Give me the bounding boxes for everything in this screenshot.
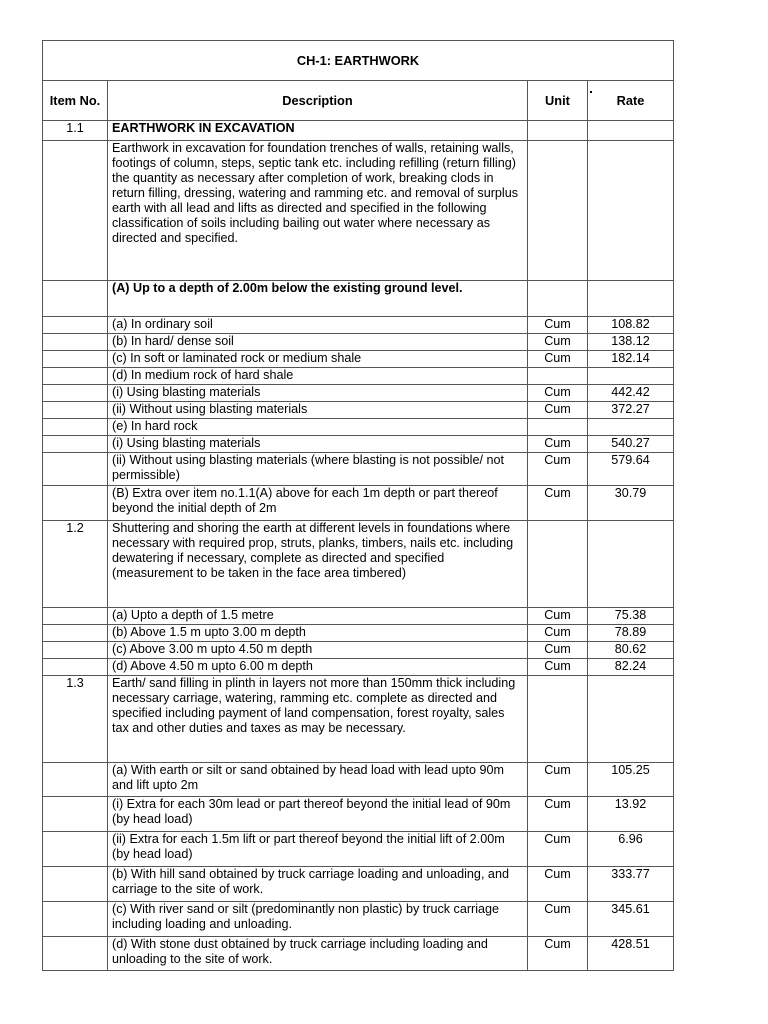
rate-cell: 138.12	[588, 334, 674, 351]
item-no-cell	[43, 334, 108, 351]
unit-cell: Cum	[528, 937, 588, 971]
rate-cell	[588, 141, 674, 281]
rate-cell: 30.79	[588, 486, 674, 521]
description-cell: EARTHWORK IN EXCAVATION	[108, 121, 528, 141]
item-no-cell	[43, 385, 108, 402]
description-cell: Earthwork in excavation for foundation trenches of walls, retaining walls, footings of column, steps, septic tank etc. including refilling (return filling) the quantity as necessary after completion of work, breaking clods in return filling, dressing, watering and ramming etc. and removal of surplus earth with all lead and lifts as directed and specified in the following classification of soils including bailing out water where necessary as directed and specified.	[108, 141, 528, 281]
rate-cell: 372.27	[588, 402, 674, 419]
unit-cell	[528, 521, 588, 608]
header-row	[43, 81, 674, 121]
description-cell: (a) Upto a depth of 1.5 metre	[108, 608, 528, 625]
item-no-cell	[43, 436, 108, 453]
item-no-cell: 1.2	[43, 521, 108, 608]
description-cell: (b) With hill sand obtained by truck carriage loading and unloading, and carriage to the site of work.	[108, 867, 528, 902]
table-row	[43, 281, 674, 317]
description-cell: (ii) Without using blasting materials (where blasting is not possible/ not permissible)	[108, 453, 528, 486]
unit-cell: Cum	[528, 453, 588, 486]
table-row	[43, 608, 674, 625]
unit-cell: Cum	[528, 608, 588, 625]
rate-cell: 428.51	[588, 937, 674, 971]
description-cell: (i) Extra for each 30m lead or part thereof beyond the initial lead of 90m (by head load)	[108, 797, 528, 832]
unit-cell	[528, 121, 588, 141]
description-cell: (ii) Without using blasting materials	[108, 402, 528, 419]
item-no-cell	[43, 281, 108, 317]
rate-cell	[588, 521, 674, 608]
table-row	[43, 763, 674, 797]
unit-cell: Cum	[528, 902, 588, 937]
description-cell: (i) Using blasting materials	[108, 436, 528, 453]
item-no-cell	[43, 351, 108, 368]
description-cell: (c) With river sand or silt (predominantly non plastic) by truck carriage including loading and unloading.	[108, 902, 528, 937]
description-cell: Earth/ sand filling in plinth in layers not more than 150mm thick including necessary carriage, watering, ramming etc. complete as directed and specified including payment of land compensation, forest royalty, sales tax and other duties and taxes as may be necessary.	[108, 676, 528, 763]
unit-cell: Cum	[528, 334, 588, 351]
table-row	[43, 937, 674, 971]
unit-cell	[528, 676, 588, 763]
unit-cell: Cum	[528, 486, 588, 521]
description-cell: (b) Above 1.5 m upto 3.00 m depth	[108, 625, 528, 642]
title-row	[43, 41, 674, 81]
unit-cell: Cum	[528, 797, 588, 832]
description-cell: (d) In medium rock of hard shale	[108, 368, 528, 385]
item-no-cell	[43, 832, 108, 867]
table-row	[43, 141, 674, 281]
table-row	[43, 797, 674, 832]
rate-cell: 108.82	[588, 317, 674, 334]
item-no-cell	[43, 659, 108, 676]
unit-cell: Cum	[528, 436, 588, 453]
unit-cell: Cum	[528, 642, 588, 659]
header-description: Description	[108, 81, 528, 121]
description-cell: (e) In hard rock	[108, 419, 528, 436]
rate-cell	[588, 281, 674, 317]
rate-cell	[588, 368, 674, 385]
description-cell: (A) Up to a depth of 2.00m below the existing ground level.	[108, 281, 528, 317]
item-no-cell	[43, 867, 108, 902]
chapter-title: CH-1: EARTHWORK	[43, 41, 674, 81]
table-row	[43, 351, 674, 368]
unit-cell: Cum	[528, 351, 588, 368]
rate-cell: 345.61	[588, 902, 674, 937]
item-no-cell	[43, 317, 108, 334]
unit-cell: Cum	[528, 317, 588, 334]
item-no-cell	[43, 902, 108, 937]
unit-cell: Cum	[528, 763, 588, 797]
item-no-cell	[43, 608, 108, 625]
rate-cell: 6.96	[588, 832, 674, 867]
rate-cell: 442.42	[588, 385, 674, 402]
description-cell: (d) With stone dust obtained by truck carriage including loading and unloading to the site of work.	[108, 937, 528, 971]
rate-cell	[588, 121, 674, 141]
table-row	[43, 385, 674, 402]
description-cell: (c) In soft or laminated rock or medium shale	[108, 351, 528, 368]
table-row	[43, 867, 674, 902]
unit-cell	[528, 141, 588, 281]
rate-cell	[588, 676, 674, 763]
item-no-cell	[43, 419, 108, 436]
table-row	[43, 642, 674, 659]
table-row	[43, 368, 674, 385]
item-no-cell	[43, 368, 108, 385]
unit-cell: Cum	[528, 659, 588, 676]
header-unit: Unit	[528, 81, 588, 121]
rate-cell: 182.14	[588, 351, 674, 368]
description-cell: (ii) Extra for each 1.5m lift or part thereof beyond the initial lift of 2.00m (by head load)	[108, 832, 528, 867]
table-row	[43, 436, 674, 453]
item-no-cell	[43, 642, 108, 659]
unit-cell	[528, 368, 588, 385]
item-no-cell	[43, 486, 108, 521]
table-row	[43, 317, 674, 334]
rate-cell: 78.89	[588, 625, 674, 642]
rate-cell: 579.64	[588, 453, 674, 486]
description-cell: (a) With earth or silt or sand obtained by head load with lead upto 90m and lift upto 2m	[108, 763, 528, 797]
item-no-cell: 1.1	[43, 121, 108, 141]
unit-cell: Cum	[528, 385, 588, 402]
description-cell: (b) In hard/ dense soil	[108, 334, 528, 351]
unit-cell: Cum	[528, 625, 588, 642]
rate-cell: 105.25	[588, 763, 674, 797]
table-row	[43, 832, 674, 867]
item-no-cell	[43, 797, 108, 832]
rate-cell: 80.62	[588, 642, 674, 659]
rate-cell: 75.38	[588, 608, 674, 625]
header-rate: Rate	[588, 81, 674, 121]
rate-cell	[588, 419, 674, 436]
description-cell: Shuttering and shoring the earth at different levels in foundations where necessary with required prop, struts, planks, timbers, nails etc. including dewatering if necessary, complete as directed and specified (measurement to be taken in the face area timbered)	[108, 521, 528, 608]
unit-cell	[528, 419, 588, 436]
rate-schedule-table	[42, 40, 674, 971]
table-row	[43, 402, 674, 419]
table-row	[43, 121, 674, 141]
rate-cell: 333.77	[588, 867, 674, 902]
table-row	[43, 486, 674, 521]
description-cell: (d) Above 4.50 m upto 6.00 m depth	[108, 659, 528, 676]
rate-cell: 82.24	[588, 659, 674, 676]
stray-mark	[590, 91, 592, 93]
item-no-cell	[43, 625, 108, 642]
table-row	[43, 902, 674, 937]
unit-cell	[528, 281, 588, 317]
table-row	[43, 659, 674, 676]
unit-cell: Cum	[528, 867, 588, 902]
item-no-cell	[43, 937, 108, 971]
item-no-cell	[43, 763, 108, 797]
item-no-cell	[43, 141, 108, 281]
rate-cell: 13.92	[588, 797, 674, 832]
description-cell: (c) Above 3.00 m upto 4.50 m depth	[108, 642, 528, 659]
table-row	[43, 453, 674, 486]
description-cell: (i) Using blasting materials	[108, 385, 528, 402]
rate-cell: 540.27	[588, 436, 674, 453]
table-row	[43, 334, 674, 351]
description-cell: (B) Extra over item no.1.1(A) above for each 1m depth or part thereof beyond the initial depth of 2m	[108, 486, 528, 521]
unit-cell: Cum	[528, 402, 588, 419]
table-row	[43, 676, 674, 763]
table-row	[43, 625, 674, 642]
item-no-cell	[43, 453, 108, 486]
header-item-no: Item No.	[43, 81, 108, 121]
item-no-cell: 1.3	[43, 676, 108, 763]
table-row	[43, 419, 674, 436]
description-cell: (a) In ordinary soil	[108, 317, 528, 334]
table-row	[43, 521, 674, 608]
item-no-cell	[43, 402, 108, 419]
unit-cell: Cum	[528, 832, 588, 867]
